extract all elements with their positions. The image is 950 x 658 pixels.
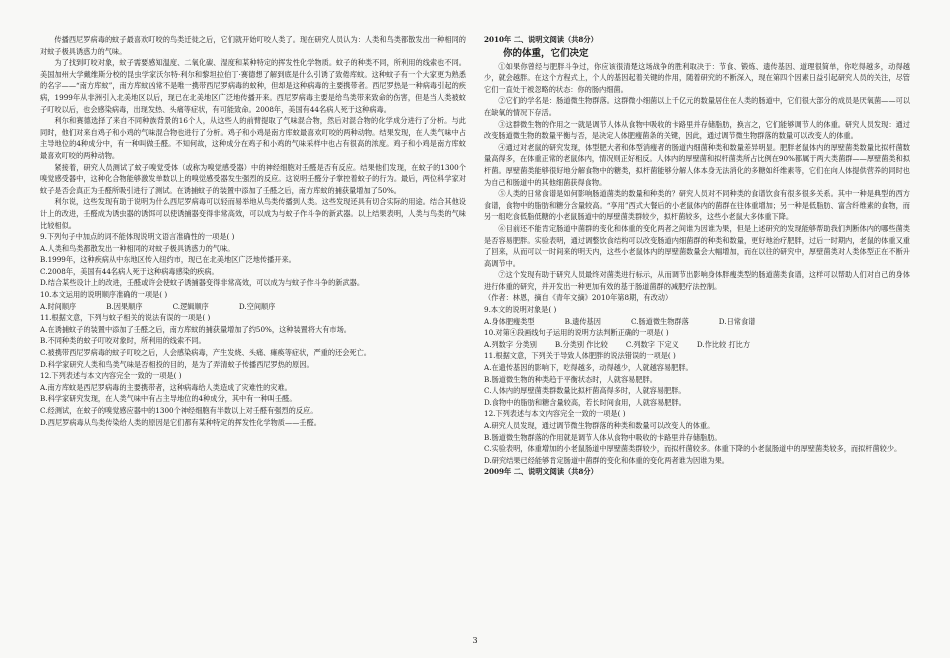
option: B.分类别 作比较 — [554, 339, 608, 349]
source-citation: （作者：林恩，摘自《青年文摘》2010年第8期，有改动） — [484, 293, 673, 303]
passage-paragraph: ③这群微生物的作用之一就是调节人体从食物中吸收的卡路里并存储脂肪，换言之，它们能够调节人的体重。研究人员发现：通过改变肠道微生物的数量平衡与否，是决定人体肥瘦菌条的关键，因此，通过调节微生物群落的数量可以改变人的体重。 — [484, 119, 910, 141]
right-column — [484, 34, 910, 478]
section-heading-2009: 2009年 二、说明文阅读（共8分） — [484, 467, 598, 477]
passage-paragraph: 传播西尼罗病毒的蚊子最喜欢叮咬的鸟类迁徙之后，它们就开始叮咬人类了。现在研究人员认为：人类和鸟类都散发出一种相同的对蚊子极具诱惑力的气味。 — [40, 35, 466, 56]
option: C.实验表明，体重增加的小老鼠肠道中厚壁菌类群较少，而拟杆菌较多。体重下降的小老鼠肠道中的厚壁菌类较多，而拟杆菌较少。 — [484, 444, 902, 454]
option: B.肠道微生物群落的作用就是调节人体从食物中吸收的卡路里并存储脂肪。 — [484, 432, 722, 442]
option: C.经测试，在蚊子的嗅觉感应器中的1300个神经细胞有半数以上对壬醛有强烈的反应。 — [40, 406, 318, 415]
option: C.2008年，美国有44名病人死于这种病毒感染的疾病。 — [40, 266, 219, 276]
option: D.日常食谱 — [718, 316, 756, 326]
option: C.人体内的厚壁菌类群数量比拟杆菌高得多时，人就容易肥胖。 — [484, 386, 686, 396]
option: D.结合某些设计上的改进，壬醛或许会使蚊子诱捕器变得非常高效，可以成为与蚊子作斗争的新武器。 — [40, 278, 365, 288]
question-10: 10.对第④段画线句子运用的说明方法判断正确的一项是( ) — [484, 328, 669, 338]
question-9: 9.本文的说明对象是( ) — [484, 305, 557, 315]
passage-paragraph: 利尔说，这些发现有助于说明为什么西尼罗病毒可以轻而易举地从鸟类传播到人类。这些发现还具有切合实际的用途。结合其他设计上的改进，壬醛成为诱虫器的诱饵可以使诱捕器变得非常高效，可以成为与蚊子作斗争的新武器。以上结果表明，人类与鸟类的气味比较相似。 — [40, 197, 466, 230]
passage-paragraph: ④通过对老鼠的研究发现，体型肥大者和体型消瘦者的肠道内细菌种类和数量差异明显。肥胖老鼠体内的厚壁菌类数量比拟杆菌数量高得多，在体重正常的老鼠体内，情况则正好相反。人体内的厚壁菌和拟杆菌类所占比例在90%都属于两大类菌群——厚壁菌类和拟杆菌。厚壁菌类能够很好地分解食物中的糖类，拟杆菌能够分解人体本身无法消化的多糖如纤维素等，它们在向人体提供营养的同时也为自己和肠道中的其他细菌获得食物。 — [484, 142, 910, 187]
passage-paragraph: ⑥目前还不能肯定肠道中菌群的变化和体重的变化两者之间谁为因谁为果，但是上述研究的发现能够帮助我们判断体内的哪些菌类是否容易肥胖。实验表明，通过调整饮食结构可以改变肠道内细菌群的种类和数量，更好地治疗肥胖，过后一时期内，老鼠的体重又重了回来，从而可以一时间来的明天内，这些小老鼠体内的厚壁菌数量会大幅增加，而在以往的研究中，厚壁菌类对人类体型正在不断升高调节中。 — [484, 223, 910, 268]
option: D.食物中的脂肪和糖含量较高，若长时间食用，人就容易肥胖。 — [484, 397, 686, 407]
option: C.肠道微生物群落 — [630, 316, 689, 326]
question-12: 12.下列表述与本文内容完全一致的一项是( ) — [40, 371, 182, 381]
question-9: 9.下列句子中加点的词不能体现说明文语言准确性的一项是( ) — [40, 232, 235, 242]
section-heading-2010: 2010年 二、说明文阅读（共8分） — [484, 35, 598, 44]
page-number: 3 — [472, 636, 478, 645]
options-row — [484, 316, 910, 328]
passage-paragraph: ②它们的学名是：肠道微生物群落。这群微小细菌以上千亿元的数量居住在人类的肠道中，它们很大部分的成员是厌氧菌——可以在缺氧的情况下存活。 — [484, 96, 910, 117]
question-12: 12.下列表述与本文内容完全一致的一项是( ) — [484, 409, 626, 419]
option: A.在诱捕蚊子的装置中添加了壬醛之后，南方库蚊的捕获量增加了约50%，这种装置将大有市场。 — [40, 324, 351, 334]
option: B.科学家研究发现，在人类气味中有占主导地位的4种成分，其中有一种叫壬醛。 — [40, 394, 297, 404]
question-11: 11.根据文意，下列关于导致人体肥胖的说法错误的一项是( ) — [484, 351, 676, 361]
option: D.空间顺序 — [238, 301, 276, 311]
left-column — [40, 34, 466, 428]
option: D.研究结果已经能够肯定肠道中菌群的变化和体重的变化两者谁为因谁为果。 — [484, 455, 729, 465]
option: C.被携带西尼罗病毒的蚊子叮咬之后，人会感染病毒，产生发烧、头痛、瘫痪等症状，严重的还会死亡。 — [40, 348, 371, 358]
option: B.遗传基因 — [564, 316, 601, 326]
question-10: 10.本文运用的说明顺序准确的一项是( ) — [40, 290, 168, 300]
passage-paragraph: 为了找到叮咬对象，蚊子需要感知温度、二氧化碳、湿度和某种特定的挥发性化学物质。蚊子的种类不同，所利用的线索也不同。美国加州大学戴维斯分校的昆虫学家沃尔特·利尔和黎坦拉伯丁·赛德想了解到底是什么引诱了致倦库蚊。这种蚊子有一个大家更为熟悉的名字——“南方库蚊”，南方库蚊凶常不是唯一携带西尼罗病毒的蚊种，但却是这种病毒的主要携带者。西尼罗热是一种病毒引起的疾病，1999年从非洲引入北美地区以后，现已在北美地区广泛地传播开来。西尼罗病毒主要是给鸟类带来致命的伤害，但是当人类被蚊子叮咬以后，也会感染病毒，出现发热、头痛等症状，有可能致命。2008年，美国有44名病人死于这种病毒。 — [40, 58, 466, 114]
option: A.时间顺序 — [40, 301, 77, 311]
option: A.人类和鸟类都散发出一种相同的对蚊子极具诱惑力的气味。 — [40, 243, 235, 253]
option: B.不同种类的蚊子叮咬对象时，所利用的线索不同。 — [40, 336, 206, 346]
passage-paragraph: 紧接着，研究人员测试了蚊子嗅觉受体（或称为嗅觉感受器）中的神经细胞对壬醛是否有反应。结果他们发现，在蚊子的1300个嗅觉感受器中，这种化合物能够激发单数以上的嗅觉感受器发生强烈的反应。这说明壬醛分子掌控着蚊子的行为。最后，两位科学家对蚊子是否会真正为壬醛所吸引进行了测试。在诱捕蚊子的装置中添加了壬醛之后，南方库蚊的捕获量增加了50%。 — [40, 162, 466, 195]
passage-paragraph: ⑦这个发现有助于研究人员最终对菌类进行标示，从而调节出影响身体胖瘦类型的肠道菌类食谱，这样可以帮助人们对自己的身体进行体重的研究，并开发出一种更加有效的基于肠道菌群的减肥疗法控制。 — [484, 270, 910, 291]
option: A.列数字 分类别 — [484, 339, 537, 349]
passage-paragraph: 利尔和赛德选择了来自不同种族背景的16个人，从这些人的前臂提取了气味混合物，然后对混合物的化学成分进行了分析。与此同时，他们对来自鸡子和小鸡的气味混合物也进行了分析。鸡子和小鸡是南方库蚊最喜欢叮咬的两种动物。结果发现，在人类气味中占主导地位的4种成分中，有一种叫做壬醛。不知何故，这种成分在鸡子和小鸡的气味采样中也占有很高的浓度。鸡子和小鸡是南方库蚊最喜欢叮咬的两种动物。 — [40, 116, 466, 160]
option: A.南方库蚊是西尼罗病毒的主要携带者，这种病毒给人类造成了灾难性的灾难。 — [40, 382, 292, 392]
option: A.身体肥瘦类型 — [484, 316, 535, 326]
option: A.研究人员发现，通过调节微生物群落的种类和数量可以改变人的体重。 — [484, 421, 715, 430]
option: A.在遗传基因的影响下，吃得越多，动得越少，人就越容易肥胖。 — [484, 363, 693, 373]
passage-paragraph: ①如果你曾经与肥胖斗争过，你应该很清楚这场战争的胜利取决于：节食、锻炼、遗传基因、道理很简单，你吃得越多，动得越少，就会越胖。在这个方程式上，个人的基因起着关键的作用，随着研究的不断深入，现在第四个因素日益引起研究人员的关注，尽管它们一直处于被忽略的状态：你的肠内细菌。 — [484, 61, 910, 94]
option: D.作比较 打比方 — [696, 339, 751, 349]
option: D.西尼罗病毒从鸟类传染给人类的原因是它们都有某种特定的挥发性化学物质——壬醛。 — [40, 417, 321, 427]
option: C.逻辑顺序 — [172, 301, 209, 311]
option: B.肠道微生物的种类趋于平衡状态时，人就容易肥胖。 — [484, 374, 657, 384]
passage-paragraph: ⑤人类的日常食谱是如何影响肠道菌类的数量和种类的？研究人员对不同种类的食谱饮食有很多很多关系。其中一种是典型的西方食谱，食物中的脂肪和糖分含量较高。“享用”西式大餐后的小老鼠体内的菌群在往体重增加；另一种是低脂肪、富含纤维素的食物，而另一组吃食低脂低糖的小老鼠肠道中的厚壁菌类群较少，拟杆菌较多，这些小老鼠大多体重下降。 — [484, 189, 910, 222]
question-11: 11.根据文意，下列与蚊子相关的说法有误的一项是( ) — [40, 313, 211, 323]
article-title: 你的体重，它们决定 — [503, 47, 589, 59]
options-row — [484, 339, 910, 351]
options-row — [40, 301, 466, 313]
option: D.科学家研究人类和鸟类气味是否相投的目的，是为了弄清蚊子传播西尼罗热的原因。 — [40, 359, 314, 369]
option: B.因果顺序 — [106, 301, 143, 311]
option: C.列数字 下定义 — [625, 339, 679, 349]
option: B.1999年，这种疾病从中东地区传入纽约市，现已在北美地区广泛地传播开来。 — [40, 255, 296, 265]
